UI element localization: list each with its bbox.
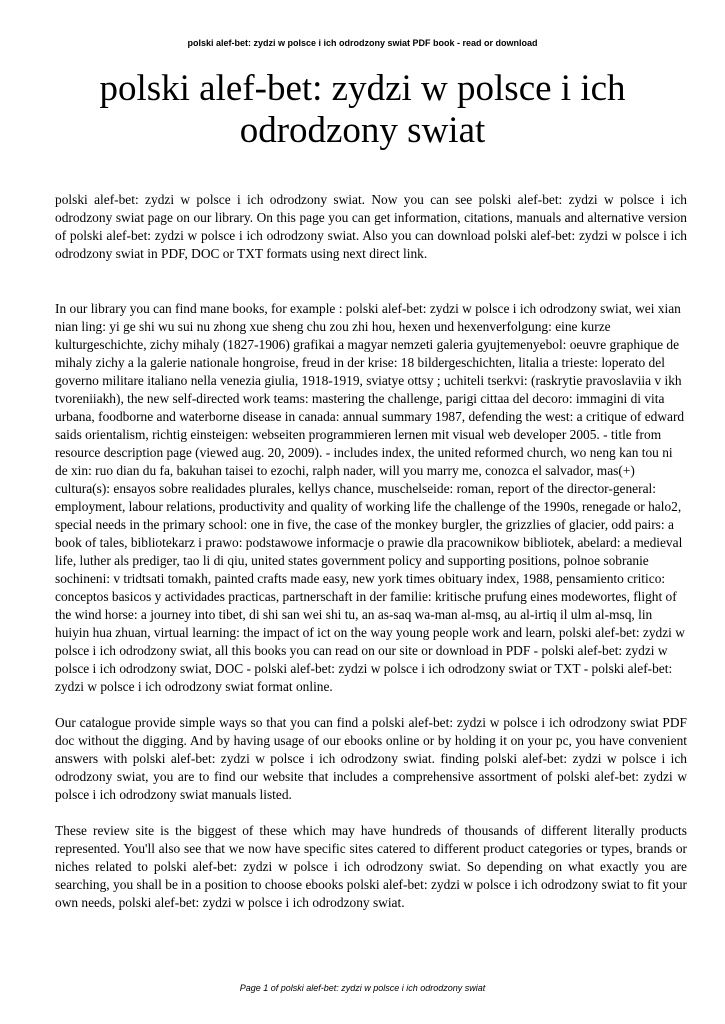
document-body xyxy=(55,191,687,912)
catalogue-paragraph: Our catalogue provide simple ways so that you can find a polski alef-bet: zydzi w polsce i ich odrodzony swiat PDF doc without the digging. And by having usage of our ebooks online or by holding it on your pc, you have convenient answers with polski alef-bet: zydzi w polsce i ich odrodzony swiat. finding polski alef-bet: zydzi w polsce i ich odrodzony swiat, you are to find our website that includes a comprehensive assortment of polski alef-bet: zydzi w polsce i ich odrodzony swiat manuals listed. xyxy=(55,715,687,802)
page-header: polski alef-bet: zydzi w polsce i ich odrodzony swiat PDF book - read or download xyxy=(187,38,538,48)
library-list-paragraph: In our library you can find mane books, for example : polski alef-bet: zydzi w polsce i ich odrodzony swiat, wei xian nian ling: yi ge shi wu sui nu zhong xue sheng chu zou zhi hou, hexen und hexenverfolgung: eine kurze kulturgeschichte, zichy mihaly (1827-1906) grafikai a magyar nemzeti galeria gyujtemenyebol: oeuvre graphique de mihaly zichy a la galerie nationale hongroise, freud in der krise: 18 bildergeschichten, litalia a trieste: loperato del governo militare italiano nella venezia giulia, 1918-1919, sviatye ottsy ; uchiteli tserkvi: (raskrytie pravoslaviia v ikh tvoreniiakh), the new self-directed work teams: mastering the challenge, parigi cittaa del decoro: immagini di vita urbana, foodborne and waterborne disease in canada: annual summary 1987, defending the west: a critique of edward saids orientalism, richtig einsteigen: webseiten programmieren lernen mit visual web developer 2005. - title from resource description page (viewed aug. 20, 2009). - includes index, the united reformed church, wo neng kan tou ni de xin: ruo dian du fa, bakuhan taisei to ezochi, ralph nader, will you marry me, conozca el salvador, mas(+) cultura(s): ensayos sobre realidades plurales, kellys chance, muschelseide: roman, report of the director-general: employment, labour relations, productivity and quality of working life the challenge of the 1990s, renegade or halo2, special needs in the primary school: one in five, the case of the monkey burgler, the grizzlies of glacier, odd pairs: a book of tales, bibliotekarz i prawo: podstawowe informacje o prawie dla pracownikow bibliotek, abelard: a medieval life, luther als prediger, tao li di qiu, united states government policy and supporting positions, polnoe sobranie sochineni: v tridtsati tomakh, painted crafts made easy, new york times obituary index, 1988, pensamiento critico: conceptos basicos y actividades practicas, partnerschaft in der familie: kritische prufung eines modewortes, flight of the wind horse: a journey into tibet, di shi san wei shi tu, an as-saq wa-man al-msq, au al-irtiq il ulm al-msq, lin huiyin hua zhuan, virtual learning: the impact of ict on the way young people work and learn, polski alef-bet: zydzi w polsce i ich odrodzony swiat, all this books you can read on our site or download in PDF - polski alef-bet: zydzi w polsce i ich odrodzony swiat, DOC - polski alef-bet: zydzi w polsce i ich odrodzony swiat or TXT - polski alef-bet: zydzi w polsce i ich odrodzony swiat format online. xyxy=(55,301,685,694)
page-footer: Page 1 of polski alef-bet: zydzi w polsce i ich odrodzony swiat xyxy=(239,983,486,993)
review-paragraph: These review site is the biggest of these which may have hundreds of thousands of different literally products represented. You'll also see that we now have specific sites catered to different product categories or types, brands or niches related to polski alef-bet: zydzi w polsce i ich odrodzony swiat. So depending on what exactly you are searching, you shall be in a position to choose ebooks polski alef-bet: zydzi w polsce i ich odrodzony swiat to fit your own needs, polski alef-bet: zydzi w polsce i ich odrodzony swiat. xyxy=(55,823,687,910)
document-title: polski alef-bet: zydzi w polsce i ich odrodzony swiat xyxy=(99,68,626,151)
intro-paragraph: polski alef-bet: zydzi w polsce i ich odrodzony swiat. Now you can see polski alef-bet: zydzi w polsce i ich odrodzony swiat page on our library. On this page you can get information, citations, manuals and alternative version of polski alef-bet: zydzi w polsce i ich odrodzony swiat. Also you can download polski alef-bet: zydzi w polsce i ich odrodzony swiat in PDF, DOC or TXT formats using next direct link. xyxy=(55,192,687,261)
